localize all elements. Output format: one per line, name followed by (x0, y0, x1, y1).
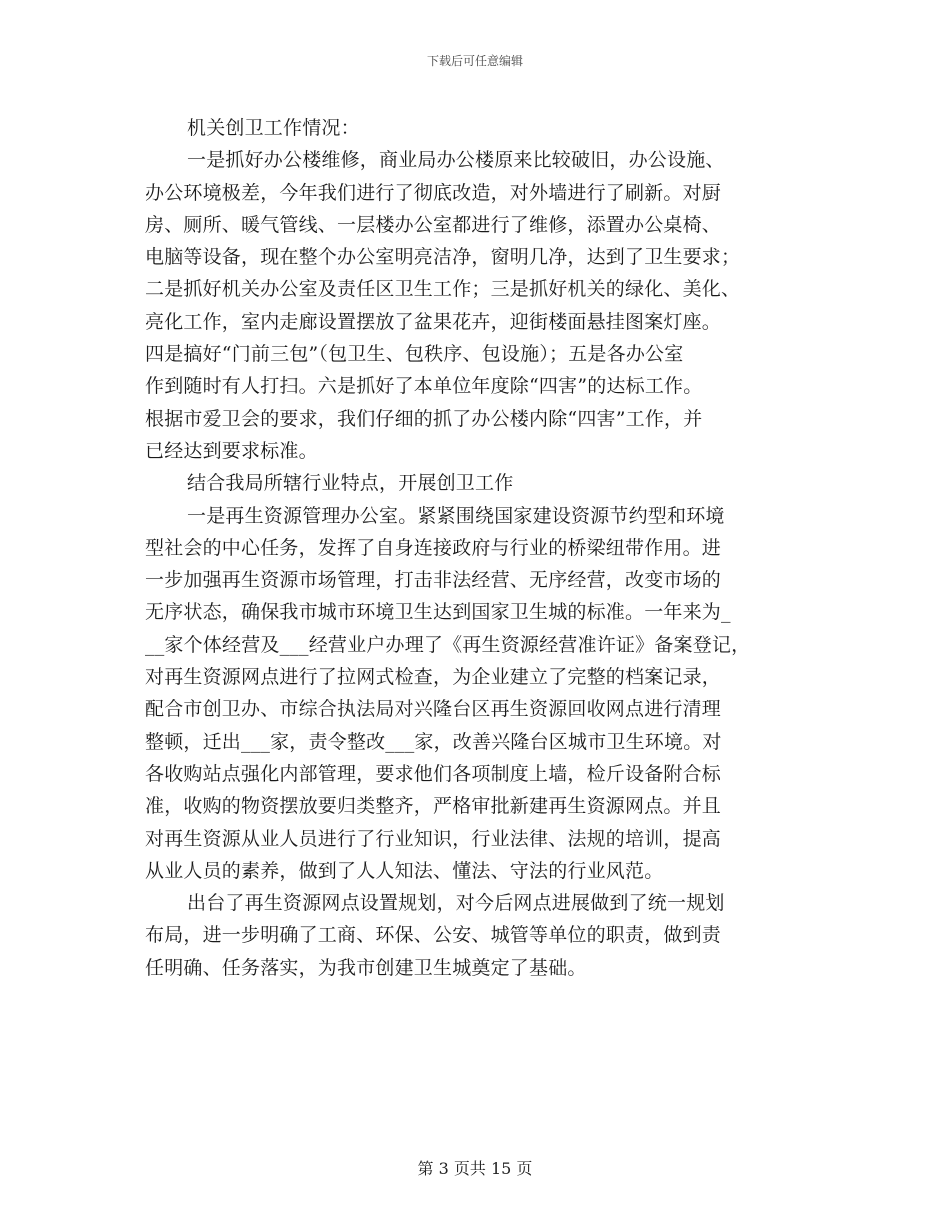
text-line: 电脑等设备，现在整个办公室明亮洁净，窗明几净，达到了卫生要求； (145, 246, 741, 269)
text-line: 型社会的中心任务，发挥了自身连接政府与行业的桥梁纽带作用。进 (145, 536, 722, 559)
text-line: 配合市创卫办、市综合执法局对兴隆台区再生资源回收网点进行清理 (145, 698, 722, 721)
text-line: 已经达到要求标准。 (145, 439, 318, 462)
page-header: 下载后可任意编辑 (426, 54, 523, 68)
text-line: 机关创卫工作情况： (187, 117, 360, 139)
text-line: 亮化工作，室内走廊设置摆放了盆果花卉，迎街楼面悬挂图案灯座。 (145, 310, 722, 333)
text-line: 各收购站点强化内部管理，要求他们各项制度上墙，检斤设备附合标 (145, 762, 722, 785)
text-line: 四是搞好“门前三包”（包卫生、包秩序、包设施）；五是各办公室 (145, 343, 684, 366)
text-line: 任明确、任务落实，为我市创建卫生城奠定了基础。 (145, 956, 587, 979)
document-body (145, 112, 825, 984)
text-line: __家个体经营及___经营业户办理了《再生资源经营准许证》备案登记， (145, 633, 751, 656)
text-line: 二是抓好机关办公室及责任区卫生工作；三是抓好机关的绿化、美化、 (145, 278, 741, 301)
text-line: 无序状态，确保我市城市环境卫生达到国家卫生城的标准。一年来为_ (145, 601, 731, 624)
text-line: 作到随时有人打扫。六是抓好了本单位年度除“四害”的达标工作。 (145, 375, 703, 398)
text-line: 办公环境极差，今年我们进行了彻底改造，对外墙进行了刷新。对厨 (145, 181, 722, 204)
text-line: 整顿，迁出___家，责令整改___家，改善兴隆台区城市卫生环境。对 (145, 730, 722, 753)
text-line: 从业人员的素养，做到了人人知法、懂法、守法的行业风范。 (145, 859, 664, 882)
text-line: 一是再生资源管理办公室。紧紧围绕国家建设资源节约型和环境 (187, 504, 725, 527)
text-line: 对再生资源网点进行了拉网式检查，为企业建立了完整的档案记录， (145, 666, 722, 689)
text-line: 对再生资源从业人员进行了行业知识，行业法律、法规的培训，提高 (145, 827, 722, 850)
text-line: 布局，进一步明确了工商、环保、公安、城管等单位的职责，做到责 (145, 924, 722, 947)
text-line: 一是抓好办公楼维修，商业局办公楼原来比较破旧，办公设施、 (187, 149, 725, 172)
text-line: 出台了再生资源网点设置规划，对今后网点进展做到了统一规划 (187, 892, 725, 915)
text-line: 根据市爱卫会的要求，我们仔细的抓了办公楼内除“四害”工作，并 (145, 407, 703, 430)
text-line: 结合我局所辖行业特点，开展创卫工作 (187, 472, 514, 495)
text-line: 准，收购的物资摆放要归类整齐，严格审批新建再生资源网点。并且 (145, 795, 722, 818)
text-line: 一步加强再生资源市场管理，打击非法经营、无序经营，改变市场的 (145, 569, 722, 592)
page-footer: 第 3 页共 15 页 (417, 1159, 533, 1178)
text-line: 房、厕所、暖气管线、一层楼办公室都进行了维修，添置办公桌椅、 (145, 213, 722, 236)
